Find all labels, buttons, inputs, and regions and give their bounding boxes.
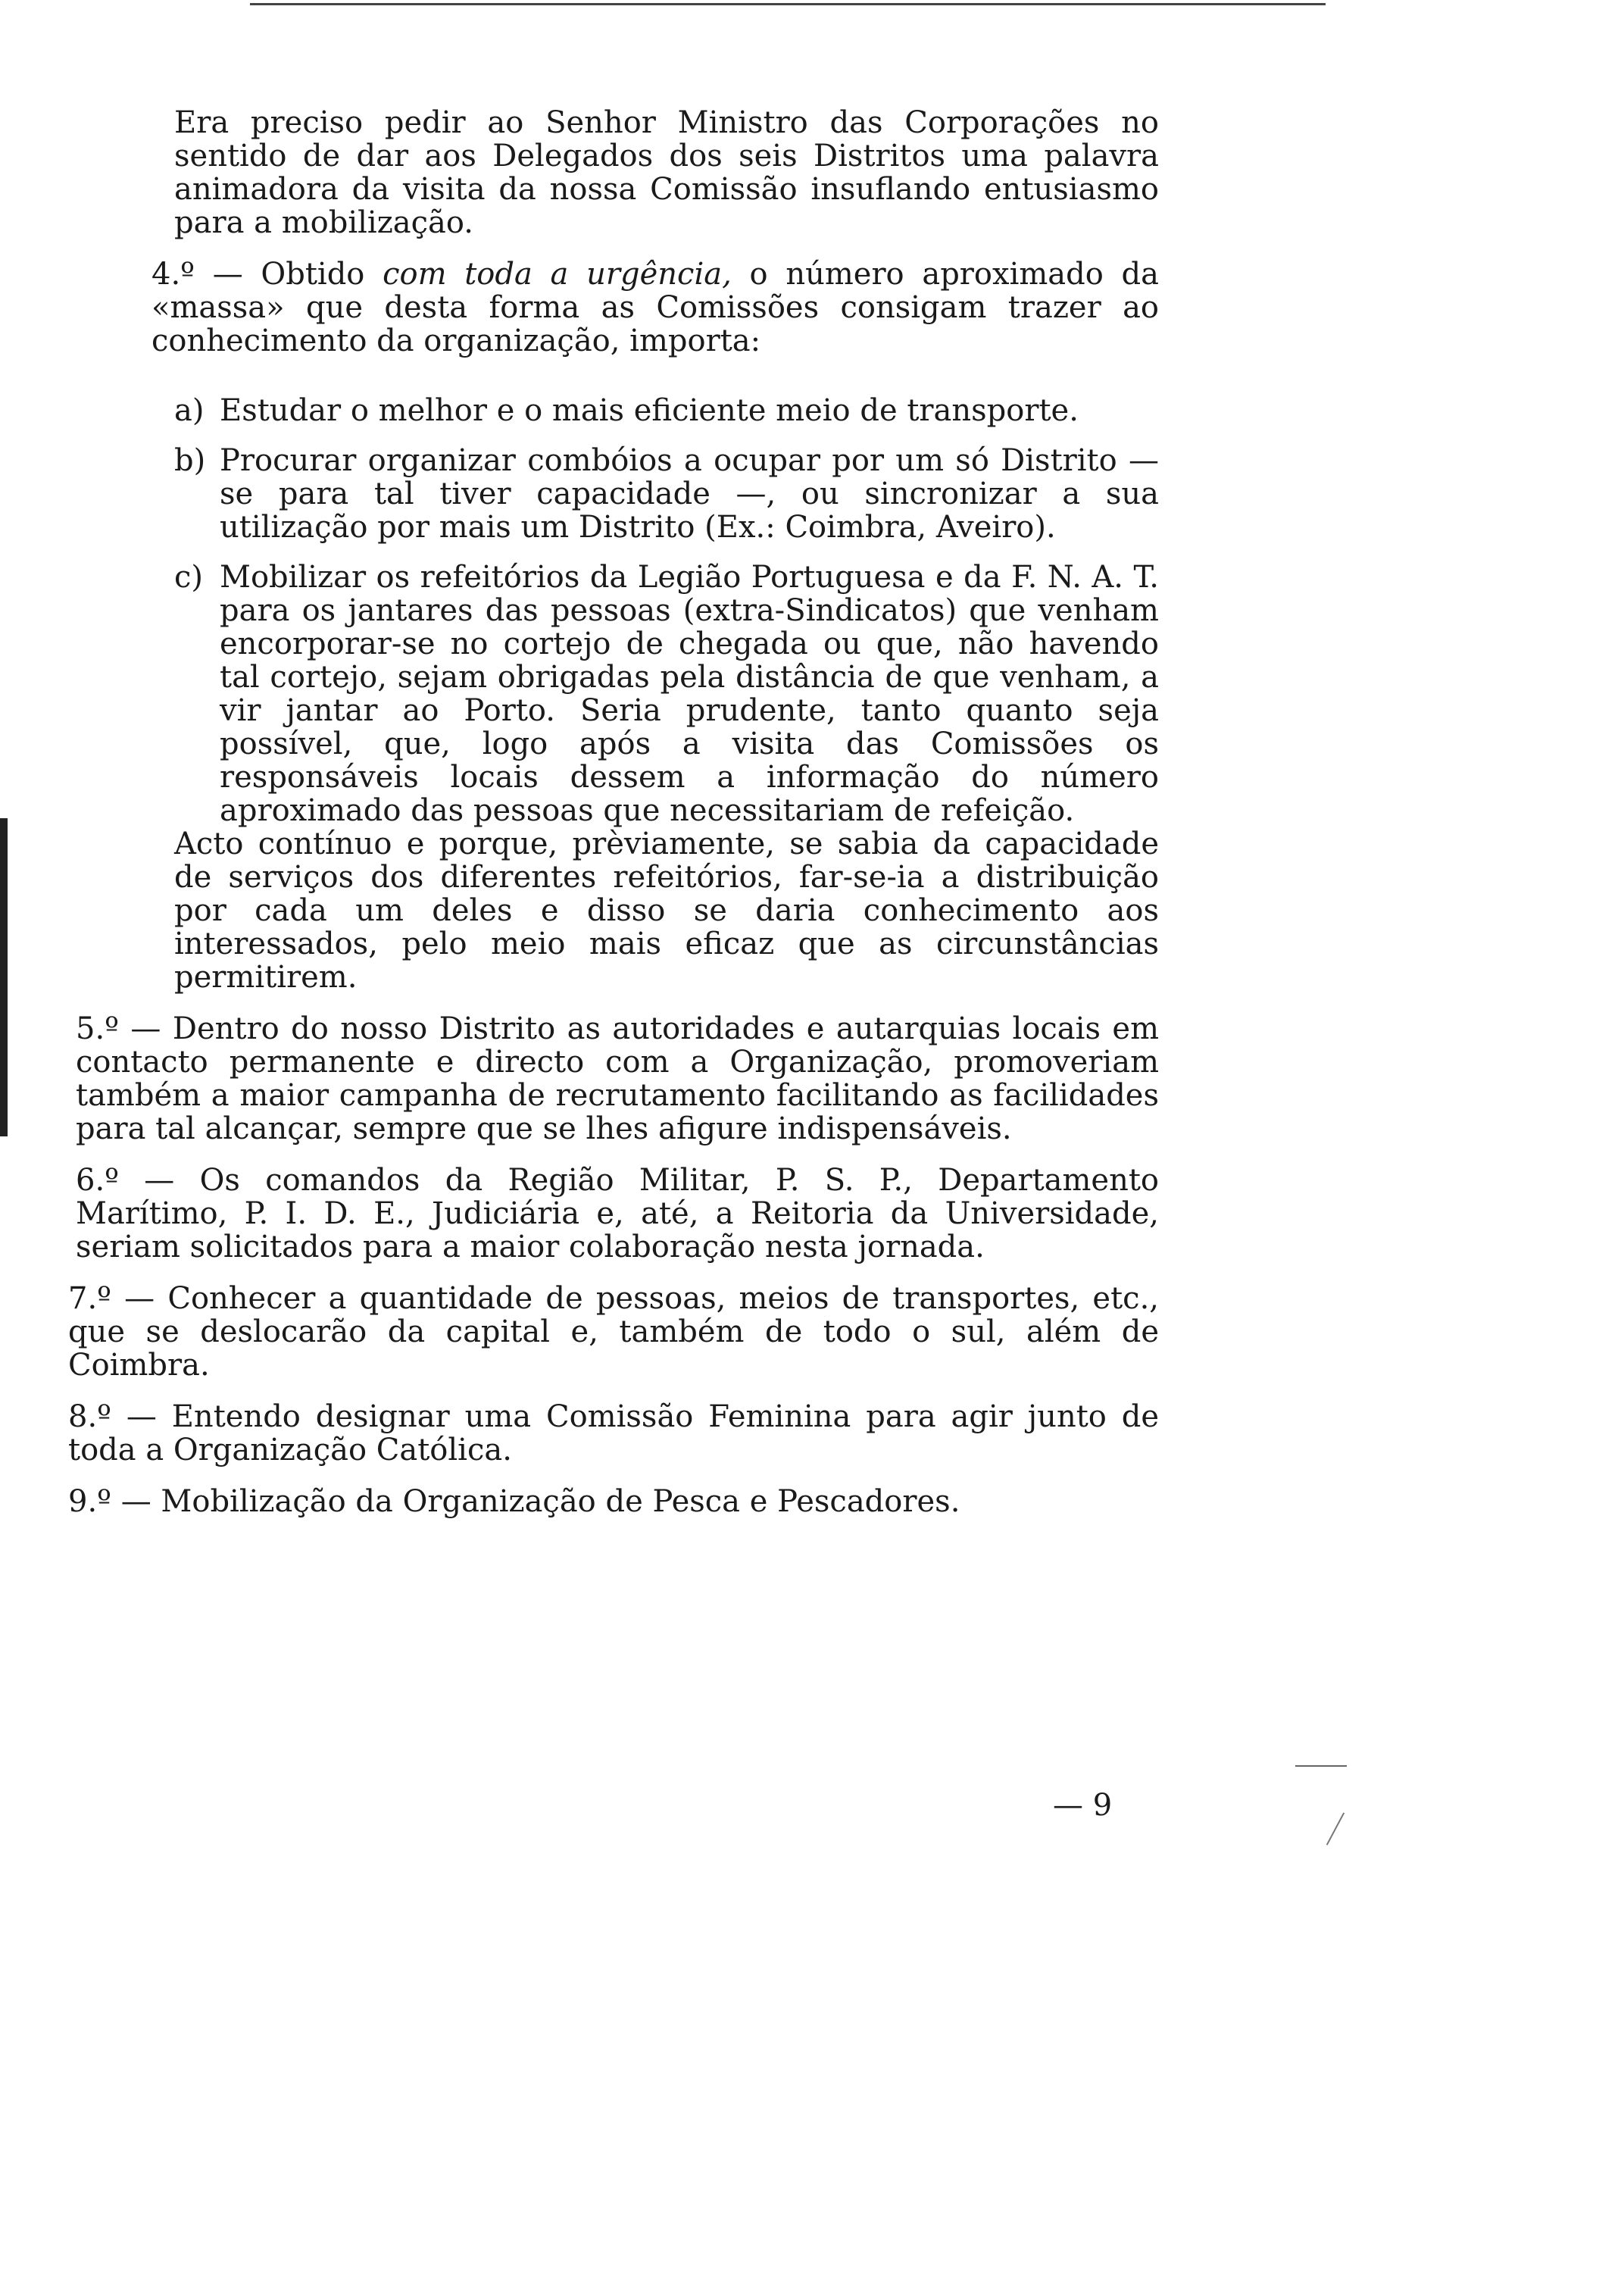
sub-item-c xyxy=(174,561,1159,827)
document-body xyxy=(68,105,1160,1519)
top-rule xyxy=(250,3,1326,5)
sub-item-b-text: Procurar organizar combóios a ocupar por um só Distrito — se para tal tiver capacidade —, ou sincronizar a sua utilização por mais um Distrito (Ex.: Coimbra, Aveiro). xyxy=(220,443,1159,545)
item-6-marker: 6.º — xyxy=(76,1163,175,1198)
sub-item-b-letter: b) xyxy=(174,443,206,478)
margin-pencil-slash xyxy=(1326,1812,1344,1845)
margin-pencil-dash xyxy=(1295,1765,1347,1767)
item-6-text: Os comandos da Região Militar, P. S. P., Departamento Marítimo, P. I. D. E., Judiciária e, até, a Reitoria da Universidade, seriam solicitados para a maior colaboração nesta jornada. xyxy=(76,1163,1160,1264)
sub-item-a xyxy=(174,394,1159,427)
item-6 xyxy=(76,1164,1159,1264)
sub-item-b xyxy=(174,444,1159,544)
item-5-marker: 5.º — xyxy=(76,1011,161,1046)
item-7 xyxy=(68,1282,1159,1382)
intro-paragraph xyxy=(174,106,1159,239)
item-8 xyxy=(68,1400,1159,1467)
item-7-text: Conhecer a quantidade de pessoas, meios de transportes, etc., que se deslocarão da capital e, também de todo o sul, além de Coimbra. xyxy=(68,1281,1160,1383)
item-4-marker: 4.º — xyxy=(151,257,243,292)
item-5 xyxy=(76,1012,1159,1146)
intro-text: Era preciso pedir ao Senhor Ministro das Corporações no sentido de dar aos Delegados dos seis Distritos uma palavra animadora da visita da nossa Comissão insuflando entusiasmo para a mobilização. xyxy=(174,105,1159,240)
item-9-text: Mobilização da Organização de Pesca e Pescadores. xyxy=(161,1484,960,1519)
item-4-lead: Obtido xyxy=(261,257,365,292)
sub-item-c-letter: c) xyxy=(174,560,204,595)
item-4-text: o número aproximado da «massa» que desta forma as Comissões consigam trazer ao conhecimento da organização, importa: xyxy=(151,257,1160,358)
item-4-emphasis: com toda a urgência, xyxy=(383,257,732,292)
sub-item-a-letter: a) xyxy=(174,393,205,428)
scan-edge-shadow xyxy=(0,818,8,1136)
sub-item-a-text: Estudar o melhor e o mais eficiente meio de transporte. xyxy=(220,393,1079,428)
page-number: — 9 xyxy=(1053,1788,1113,1823)
item-9-marker: 9.º — xyxy=(68,1484,151,1519)
item-7-marker: 7.º — xyxy=(68,1281,155,1316)
item-4-continuation-text: Acto contínuo e porque, prèviamente, se sabia da capacidade de serviços dos diferentes refeitórios, far-se-ia a distribuição por cada um deles e disso se daria conhecimento aos interessados, pelo meio mais eficaz que as circunstâncias permitirem. xyxy=(174,827,1159,995)
item-9 xyxy=(68,1485,1159,1518)
item-4-sublist xyxy=(174,394,1159,994)
item-4-continuation xyxy=(174,827,1159,994)
item-5-text: Dentro do nosso Distrito as autoridades e autarquias locais em contacto permanente e directo com a Organização, promoveriam também a maior campanha de recrutamento facilitando as facilidades para tal alcançar, sempre que se lhes afigure indispensáveis. xyxy=(76,1011,1160,1146)
item-4 xyxy=(151,258,1159,358)
item-8-marker: 8.º — xyxy=(68,1399,157,1434)
item-8-text: Entendo designar uma Comissão Feminina para agir junto de toda a Organização Católica. xyxy=(68,1399,1160,1467)
sub-item-c-text: Mobilizar os refeitórios da Legião Portuguesa e da F. N. A. T. para os jantares das pessoas (extra-Sindicatos) que venham encorporar-se no cortejo de chegada ou que, não havendo tal cortejo, sejam obrigadas pela distância de que venham, a vir jantar ao Porto. Seria prudente, tanto quanto seja possível, que, logo após a visita das Comissões os responsáveis locais dessem a informação do número aproximado das pessoas que necessitariam de refeição. xyxy=(220,560,1159,828)
